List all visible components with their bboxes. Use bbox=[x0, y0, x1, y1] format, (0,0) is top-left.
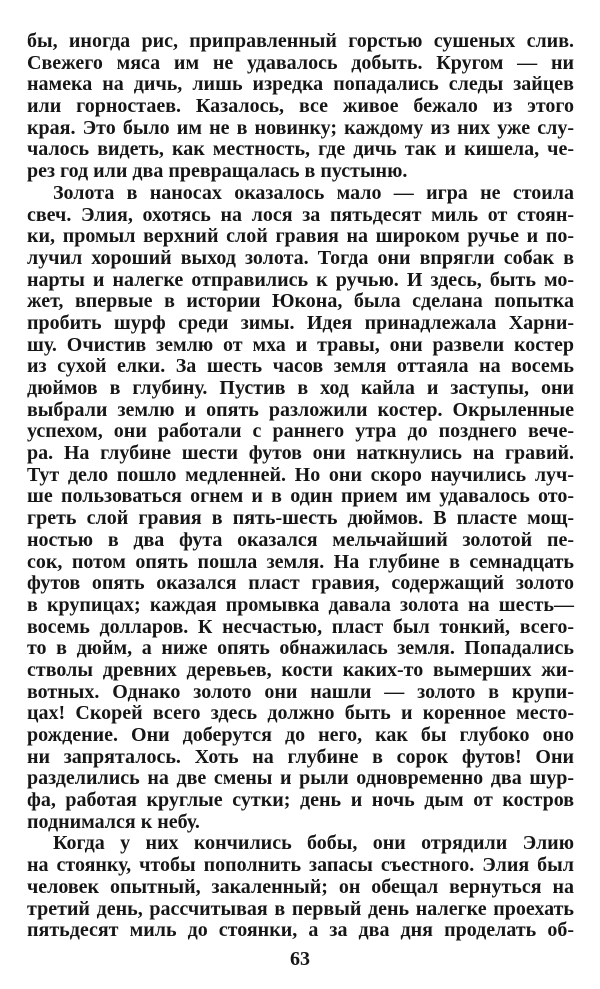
text-line: лучил хороший выход золота. Тогда они впрягли собак в bbox=[27, 246, 574, 269]
text-line: пятьдесят миль до стоянки, а за два дня проделать об- bbox=[27, 919, 574, 942]
text-line: ностью в два фута оказался мельчайший золотой пе- bbox=[27, 528, 574, 551]
text-line: разделились на две смены и рыли одновременно два шур- bbox=[27, 767, 574, 790]
text-line: вотных. Однако золото они нашли — золото в крупи- bbox=[27, 680, 574, 703]
text-line: третий день, рассчитывая в первый день налегке проехать bbox=[27, 897, 574, 920]
text-line: свеч. Элия, охотясь на лося за пятьдесят миль от стоян- bbox=[27, 203, 574, 226]
text-line: выбрали землю и опять разложили костер. Окрыленные bbox=[27, 398, 574, 421]
text-line: фа, работая круглые сутки; день и ночь дым от костров bbox=[27, 789, 574, 812]
text-line: края. Это было им не в новинку; каждому из них уже слу- bbox=[27, 116, 574, 139]
text-line: в крупицах; каждая промывка давала золота на шесть— bbox=[27, 593, 574, 616]
text-line: чалось видеть, как местность, где дичь так и кишела, че- bbox=[27, 138, 574, 161]
text-line: из сухой елки. За шесть часов земля оттаяла на восемь bbox=[27, 355, 574, 378]
text-line: сок, потом опять пошла земля. На глубине в семнадцать bbox=[27, 550, 574, 573]
text-line: ше пользоваться огнем и в один прием им удавалось ото- bbox=[27, 485, 574, 508]
page-number: 63 bbox=[290, 948, 310, 970]
book-page-text bbox=[27, 31, 574, 942]
text-line: на стоянку, чтобы пополнить запасы съестного. Элия был bbox=[27, 854, 574, 877]
text-line: то в дюйм, а ниже опять обнажилась земля. Попадались bbox=[27, 637, 574, 660]
text-line: Свежего мяса им не удавалось добыть. Кругом — ни bbox=[27, 51, 574, 74]
text-line: жет, впервые в истории Юкона, была сделана попытка bbox=[27, 290, 574, 313]
text-line: ра. На глубине шести футов они наткнулись на гравий. bbox=[27, 442, 574, 465]
text-line: ни запряталось. Хоть на глубине в сорок футов! Они bbox=[27, 745, 574, 768]
text-line: Золота в наносах оказалось мало — игра не стоила bbox=[53, 181, 574, 204]
text-line: Тут дело пошло медленней. Но они скоро научились луч- bbox=[27, 463, 574, 486]
text-line: человек опытный, закаленный; он обещал вернуться на bbox=[27, 875, 574, 898]
text-line: стволы древних деревьев, кости каких-то вымерших жи- bbox=[27, 658, 574, 681]
text-line: шу. Очистив землю от мха и травы, они развели костер bbox=[27, 333, 574, 356]
text-line: футов опять оказался пласт гравия, содержащий золото bbox=[27, 572, 574, 595]
text-line: рождение. Они доберутся до него, как бы глубоко оно bbox=[27, 724, 574, 746]
text-line: успехом, они работали с раннего утра до позднего вече- bbox=[27, 420, 574, 443]
text-line: намека на дичь, лишь изредка попадались следы зайцев bbox=[27, 73, 574, 96]
text-line: поднимался к небу. bbox=[27, 810, 200, 833]
text-line: или горностаев. Казалось, все живое бежало из этого bbox=[27, 95, 574, 118]
text-line: греть слой гравия в пять-шесть дюймов. В пласте мощ- bbox=[27, 507, 574, 530]
text-line: пробить шурф среди зимы. Идея принадлежала Харни- bbox=[27, 311, 574, 334]
text-line: ки, промыл верхний слой гравия на широком ручье и по- bbox=[27, 225, 574, 248]
text-line: бы, иногда рис, приправленный горстью сушеных слив. bbox=[27, 30, 574, 52]
text-line: дюймов в глубину. Пустив в ход кайла и заступы, они bbox=[27, 377, 574, 399]
text-line: нарты и налегке отправились к ручью. И здесь, быть мо- bbox=[27, 268, 574, 291]
text-line: Когда у них кончились бобы, они отрядили Элию bbox=[53, 832, 574, 855]
text-line: восемь долларов. К несчастью, пласт был тонкий, всего- bbox=[27, 615, 574, 638]
text-line: рез год или два превращалась в пустыню. bbox=[27, 160, 408, 183]
text-line: цах! Скорей всего здесь должно быть и коренное место- bbox=[27, 702, 574, 725]
